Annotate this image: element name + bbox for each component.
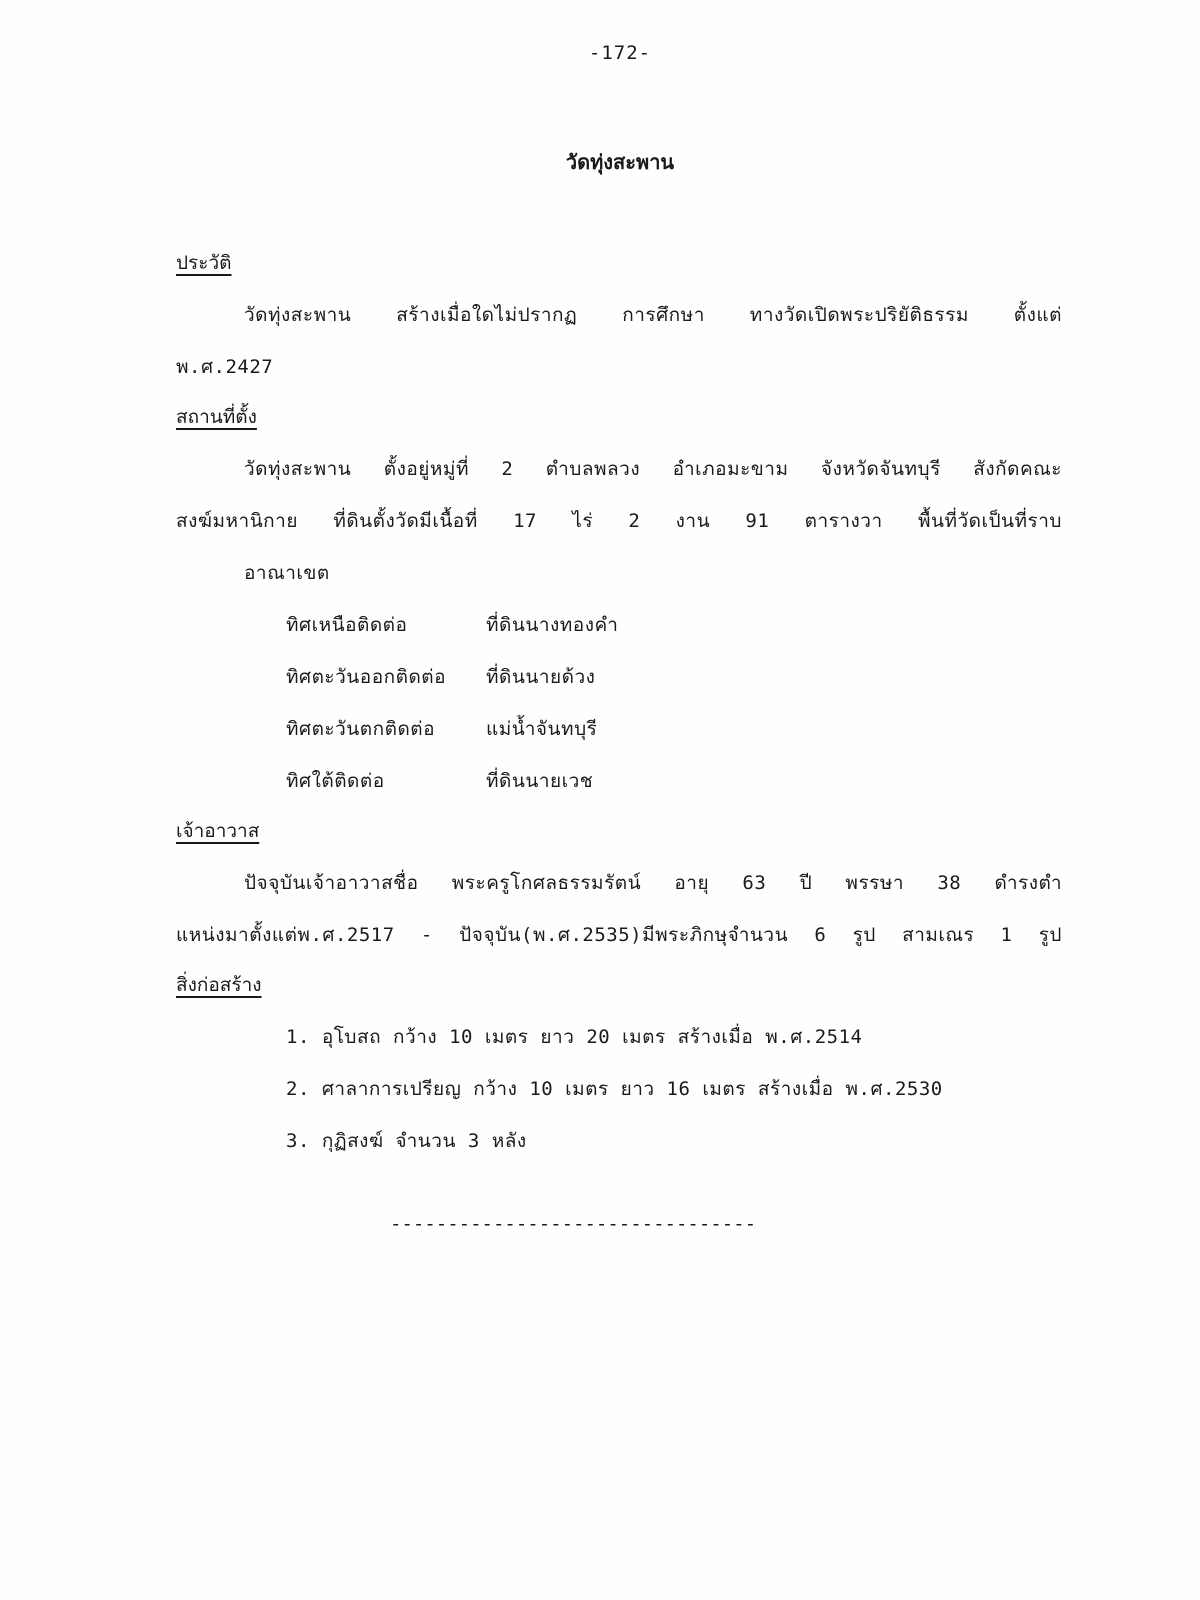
boundary-owner: ที่ดินนายด้วง — [486, 666, 596, 688]
location-line-1: วัดทุ่งสะพาน ตั้งอยู่หมู่ที่ 2 ตำบลพลวง อำเภอมะขาม จังหวัดจันทบุรี สังกัดคณะ — [244, 458, 1062, 480]
building-item-3: 3. กุฏิสงฆ์ จำนวน 3 หลัง — [286, 1130, 527, 1152]
location-line-2: สงฆ์มหานิกาย ที่ดินตั้งวัดมีเนื้อที่ 17 ไร่ 2 งาน 91 ตารางวา พื้นที่วัดเป็นที่ราบ — [176, 510, 1062, 532]
document-title: วัดทุ่งสะพาน — [565, 150, 675, 174]
section-divider: -------------------------------- — [390, 1213, 757, 1235]
location-heading: สถานที่ตั้ง — [176, 406, 257, 428]
boundary-row-east — [286, 662, 886, 692]
history-line-1: วัดทุ่งสะพาน สร้างเมื่อใดไม่ปรากฏ การศึกษา ทางวัดเปิดพระปริยัติธรรม ตั้งแต่ — [244, 304, 1062, 326]
building-item-2: 2. ศาลาการเปรียญ กว้าง 10 เมตร ยาว 16 เมตร สร้างเมื่อ พ.ศ.2530 — [286, 1078, 943, 1100]
abbot-line-1: ปัจจุบันเจ้าอาวาสชื่อ พระครูโกศลธรรมรัตน์ อายุ 63 ปี พรรษา 38 ดำรงตำ — [244, 872, 1062, 894]
boundary-row-north — [286, 610, 886, 640]
boundary-direction: ทิศเหนือติดต่อ — [286, 614, 408, 636]
history-heading: ประวัติ — [176, 252, 232, 274]
boundary-owner: แม่น้ำจันทบุรี — [486, 718, 598, 740]
boundary-owner: ที่ดินนายเวช — [486, 770, 594, 792]
building-item-1: 1. อุโบสถ กว้าง 10 เมตร ยาว 20 เมตร สร้างเมื่อ พ.ศ.2514 — [286, 1026, 863, 1048]
boundary-direction: ทิศตะวันตกติดต่อ — [286, 718, 436, 740]
boundary-owner: ที่ดินนางทองคำ — [486, 614, 619, 636]
page-number: -172- — [588, 42, 652, 64]
location-line-3: อาณาเขต — [244, 562, 330, 584]
abbot-line-2: แหน่งมาตั้งแต่พ.ศ.2517 - ปัจจุบัน(พ.ศ.2535)มีพระภิกษุจำนวน 6 รูป สามเณร 1 รูป — [176, 924, 1062, 946]
history-line-2: พ.ศ.2427 — [176, 356, 274, 378]
boundary-direction: ทิศตะวันออกติดต่อ — [286, 666, 447, 688]
boundary-row-west — [286, 714, 886, 744]
abbot-heading: เจ้าอาวาส — [176, 820, 260, 842]
boundary-direction: ทิศใต้ติดต่อ — [286, 770, 385, 792]
boundary-row-south — [286, 766, 886, 796]
buildings-heading: สิ่งก่อสร้าง — [176, 974, 262, 996]
